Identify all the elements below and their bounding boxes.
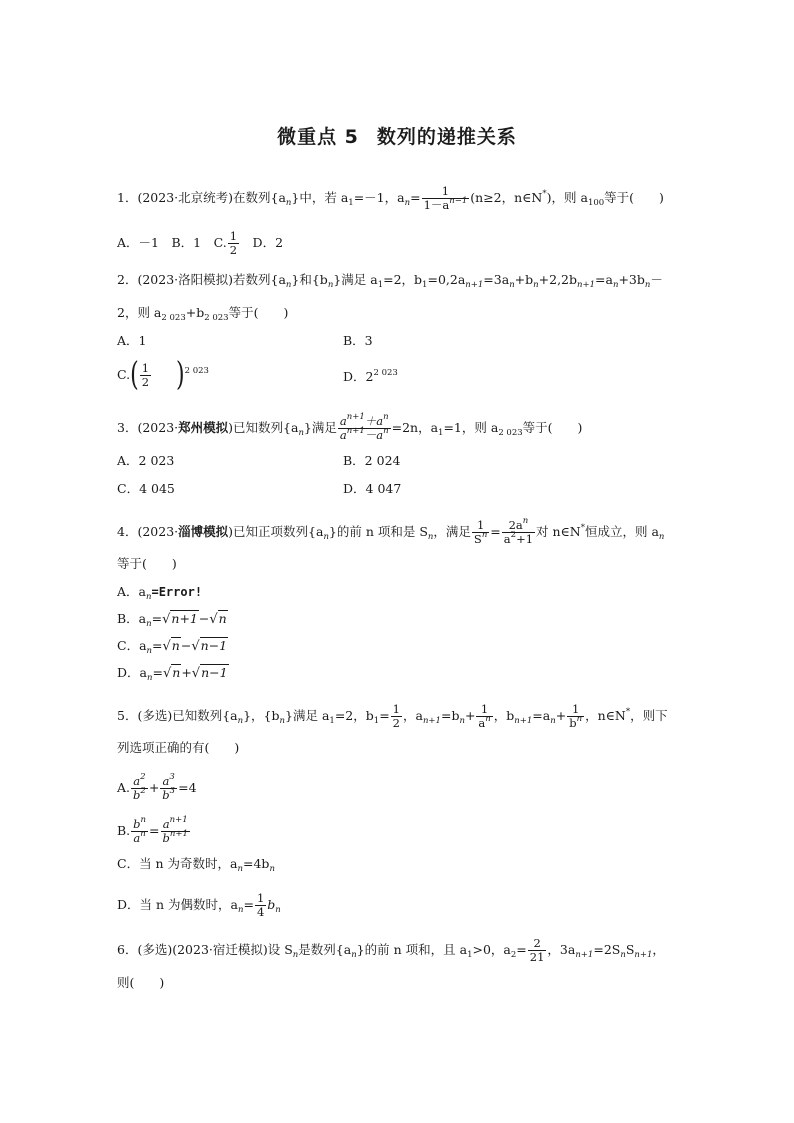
q3-stem: 3．(2023·郑州模拟)已知数列$\{a_n\}$满足 $\frac{a^{n+1}+a^n}{a^{n+1}-a^n}$ =2n，$a_1=1$，则 $a_{2 023}$等于( ) bbox=[117, 412, 583, 442]
q1-stem: 1．(2023·北京统考)在数列$\{a_n\}$中，若 $a_1=-1$，$a_n=$ $\frac{1}{1-a^{n-1}}$ (n≥2，n∈N*)，则 $a_{100}$等于( ) bbox=[117, 184, 664, 212]
q1-options: A．－1 B．1 C. $\frac{1}{2}$ D．2 bbox=[117, 229, 284, 257]
q6-stem: 6．(多选)(2023·宿迁模拟)设 $S_n$是数列$\{a_n\}$的前 n 项和，且 $a_1>0$，$a_2=$ $\frac{2}{21}$ ，$3a_{n+1}=2S_nS_{n+1}$， bbox=[117, 936, 665, 964]
q5-stem-line2: 列选项正确的有( ) bbox=[117, 740, 240, 755]
q5-option-d: D．当 n 为偶数时，$a_n=$ $\frac{1}{4}$ $b_n$ bbox=[117, 891, 281, 919]
q4-option-a: A．$a_n=Error$! bbox=[117, 584, 203, 602]
q2-option-c: C.( $\frac{1}{2}$ )$^{2 023}$ bbox=[117, 356, 209, 394]
q4-option-d: D．$a_n=√n+√n-1$ bbox=[117, 665, 228, 683]
q2-stem-line1: 2．(2023·洛阳模拟)若数列$\{a_n\}$和$\{b_n\}$满足 $a_1=2$，$b_1=0,2a_{n+1}=3a_n+b_n+2,2b_{n+1}=a_n+3b_n-$ bbox=[117, 272, 663, 290]
q2-option-a: A．1 bbox=[117, 333, 147, 348]
q5-option-a: A. $\frac{a^2}{b^2}$ + $\frac{a^3}{b^3}$ =4 bbox=[117, 772, 197, 802]
q3-option-d: D．4 047 bbox=[343, 481, 402, 496]
q3-option-a: A．2 023 bbox=[117, 453, 175, 468]
q4-option-c: C．$a_n=√n-√n-1$ bbox=[117, 638, 228, 656]
q5-stem: 5．(多选)已知数列$\{a_n\}$，$\{b_n\}$满足 $a_1=2$，$b_1=$ $\frac{1}{2}$ ，$a_{n+1}=b_n+$ $\frac{1}{a^n}$ ，$b_{n+1}=a_n+$ $\frac{1}{b^n}$ ，n∈N*，则下 bbox=[117, 702, 668, 730]
q3-option-b: B．2 024 bbox=[343, 453, 401, 468]
q4-option-b: B．$a_n=√n+1-√n$ bbox=[117, 611, 227, 629]
q2-stem-line2: 2，则 $a_{2 023}+b_{2 023}$等于( ) bbox=[117, 305, 289, 323]
q3-fraction: $\frac{a^{n+1}+a^n}{a^{n+1}-a^n}$ bbox=[339, 412, 389, 442]
q1-fraction: $\frac{1}{1-a^{n-1}}$ bbox=[423, 184, 468, 212]
q6-stem-line2: 则( ) bbox=[117, 975, 165, 990]
title-label: 微重点 5 bbox=[277, 126, 359, 148]
page-title bbox=[0, 122, 794, 149]
title-topic: 数列的递推关系 bbox=[376, 126, 517, 148]
q3-option-c: C．4 045 bbox=[117, 481, 175, 496]
q4-stem-line2: 等于( ) bbox=[117, 556, 177, 571]
q5-option-b: B. $\frac{b^n}{a^n}$ = $\frac{a^{n+1}}{b^{n+1}}$ bbox=[117, 815, 188, 845]
q4-stem: 4．(2023·淄博模拟)已知正项数列$\{a_n\}$的前 n 项和是 $S_n$，满足 $\frac{1}{S^n}$ = $\frac{2a^n}{a^2+1}$ 对 n∈N*恒成立，则 $a_n$ bbox=[117, 516, 665, 546]
q5-option-c: C．当 n 为奇数时，$a_n=4b_n$ bbox=[117, 856, 275, 874]
q2-option-d: D．$2^{2 023}$ bbox=[343, 368, 398, 384]
q2-option-b: B．3 bbox=[343, 333, 373, 348]
